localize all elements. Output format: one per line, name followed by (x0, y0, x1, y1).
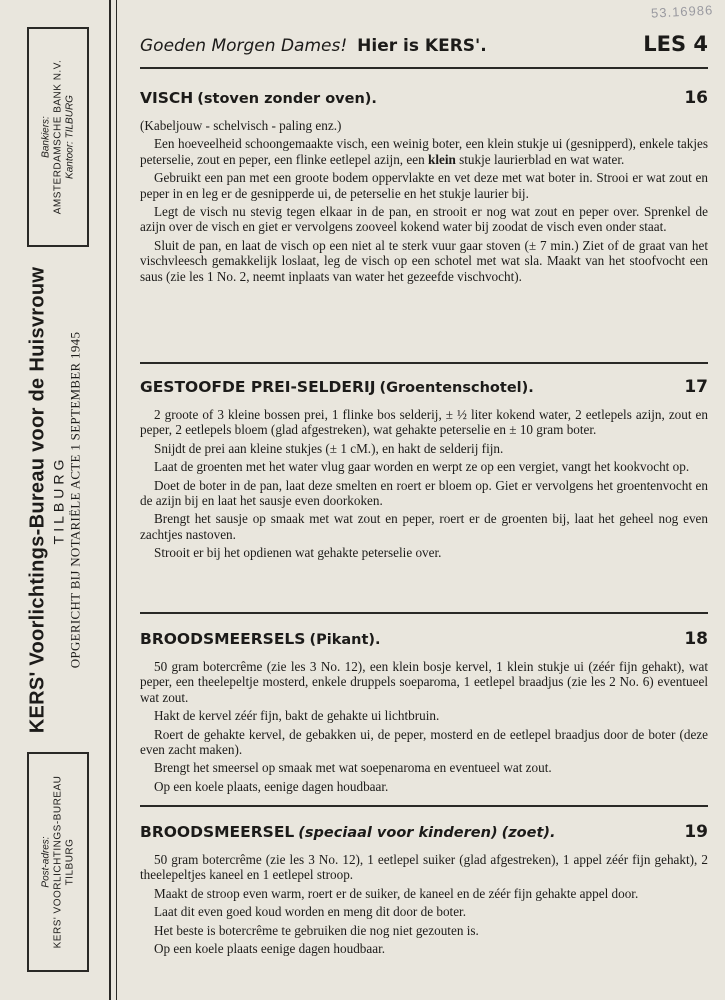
recipe-header (140, 377, 708, 397)
recipe-16 (140, 88, 708, 287)
recipe-step: Roert de gehakte kervel, de gebakken ui, de peper, mosterd en de eetlepel braadjus door de boter (deze even zacht maken). (140, 726, 708, 758)
archive-stamp: 53.16986 (650, 2, 714, 21)
main-content (140, 32, 708, 957)
recipe-number: 19 (684, 822, 708, 842)
post-box (27, 752, 89, 972)
recipe-title: GESTOOFDE PREI-SELDERIJ (140, 378, 376, 396)
recipe-step: Doet de boter in de pan, laat deze smelten en roert er bloem op. Giet er vervolgens het groentenvocht en de azijn bij en laat het sausje even doorkoken. (140, 477, 708, 509)
lesson-number: LES 4 (643, 32, 708, 56)
recipe-ingredients: 2 groote of 3 kleine bossen prei, 1 flinke bos selderij, ± ½ liter kokend water, 2 eetlepels azijn, zout en peper, 2 eetlepels bloem (glad afgestreken), wat gehakte peterselie en ± 10 gram boter. (140, 407, 708, 438)
post-city: TILBURG (64, 838, 75, 886)
recipe-step: Gebruikt een pan met een groote bodem oppervlakte en vet deze met wat boter in. Strooi er wat zout en peper in en leg er de gesnipperde ui, de peterselie en het stukje laurier bij. (140, 170, 708, 201)
section-divider (140, 612, 708, 614)
recipe-intro: (Kabeljouw - schelvisch - paling enz.) (140, 118, 342, 133)
bank-box (27, 27, 89, 247)
recipe-number: 18 (684, 629, 708, 649)
section-divider (140, 362, 708, 364)
side-rule-thin (116, 0, 117, 1000)
post-label: Post-adres: (40, 836, 51, 888)
recipe-step: Op een koele plaats, eenige dagen houdbaar. (154, 778, 389, 794)
recipe-ingredients: 50 gram botercrême (zie les 3 No. 12), een klein bosje kervel, 1 klein stukje ui (zéér fijn gehakt), wat peper, een theelepeltje mosterd, enkele druppels soeparoma, 1 eetlepel braadjus (zie les 2 No. 6) eventueel wat zout. (140, 659, 708, 705)
post-name: KERS' VOORLICHTINGS-BUREAU (52, 775, 63, 949)
recipe-header (140, 88, 708, 108)
recipe-subtitle: (Groentenschotel). (379, 380, 534, 396)
recipe-subtitle: (stoven zonder oven). (197, 91, 377, 107)
recipe-number: 16 (684, 88, 708, 108)
recipe-step: Laat dit even goed koud worden en meng dit door de boter. (154, 904, 467, 920)
recipe-ingredients (140, 136, 708, 167)
side-strip (0, 0, 118, 1000)
greeting-bold: Hier is KERS'. (357, 36, 487, 56)
recipe-step: Hakt de kervel zéér fijn, bakt de gehakte ui lichtbruin. (154, 708, 440, 724)
recipe-title: BROODSMEERSELS (140, 630, 306, 648)
founded-note: OPGERICHT BIJ NOTARIËLE ACTE 1 SEPTEMBER 1945 (67, 331, 83, 669)
recipe-step: Brengt het sausje op smaak met wat zout en peper, roert er de groenten bij, laat het geheel nog even zachtjes nastoven. (140, 511, 708, 542)
recipe-ingredients: 50 gram botercrême (zie les 3 No. 12), 1 eetlepel suiker (glad afgestreken), 1 appel zéér fijn gehakt), 2 theelepeltjes kaneel en 1 eetlepel stroop. (140, 852, 708, 883)
ingredients-keyword: klein (427, 151, 456, 167)
recipe-18 (140, 629, 708, 797)
bank-name: AMSTERDAMSCHE BANK N.V. (52, 59, 63, 215)
recipe-step: Sluit de pan, en laat de visch op een niet al te sterk vuur gaar stoven (± 7 min.) Ziet of de graat van het vischvleesch gemakkelijk loslaat, leg de visch op een schotel met wat sla. Maakt van het stoofvocht een saus (zie les 1 No. 2, neemt inplaats van water het gezeefde vischvocht). (140, 237, 708, 284)
greeting-line (140, 36, 487, 56)
recipe-step: Legt de visch nu stevig tegen elkaar in de pan, en strooit er nog wat zout en peper over. Sprenkel de azijn over de visch en giet er vervolgens zooveel kokend water bij zoodat de visch even onder staat. (140, 204, 708, 235)
vertical-title (0, 260, 109, 740)
recipe-19 (140, 822, 708, 959)
greeting: Goeden Morgen Dames! (140, 36, 348, 56)
recipe-subtitle-2: (zoet). (501, 825, 556, 841)
recipe-step: Het beste is botercrême te gebruiken die nog niet gezouten is. (154, 922, 479, 938)
section-divider (140, 805, 708, 807)
recipe-step: Snijdt de prei aan kleine stukjes (± 1 cM.), en hakt de selderij fijn. (154, 440, 504, 456)
ingredients-text: Een hoeveelheid schoongemaakte visch, een weinig boter, een klein stukje ui (gesnipperd), enkele takjes peterselie, zout en peper, een flinke eetlepel azijn, een (140, 136, 708, 167)
bureau-title: KERS' Voorlichtings-Bureau voor de Huisvrouw (26, 266, 49, 734)
ingredients-text-end: stukje laurierblad en wat water. (459, 151, 625, 167)
recipe-subtitle: (Pikant). (309, 632, 381, 648)
recipe-title: VISCH (140, 89, 194, 107)
recipe-step: Maakt de stroop even warm, roert er de suiker, de kaneel en de zéér fijn gehakte appel door. (154, 885, 639, 901)
recipe-number: 17 (684, 377, 708, 397)
bank-office: Kantoor: TILBURG (64, 95, 75, 179)
recipe-step: Brengt het smeersel op smaak met wat soepenaroma en eventueel wat zout. (154, 760, 552, 776)
recipe-step: Strooit er bij het opdienen wat gehakte peterselie over. (154, 545, 442, 561)
bureau-city: TILBURG (50, 455, 67, 545)
recipe-17 (140, 377, 708, 564)
side-rule (109, 0, 111, 1000)
recipe-header (140, 822, 708, 842)
recipe-title: BROODSMEERSEL (140, 823, 295, 841)
recipe-step: Laat de groenten met het water vlug gaar worden en werpt ze op een vergiet, vangt het kookvocht op. (154, 459, 690, 475)
page-header (140, 32, 708, 69)
bank-label: Bankiers: (40, 116, 51, 158)
recipe-step: Op een koele plaats eenige dagen houdbaar. (154, 941, 386, 957)
recipe-subtitle: (speciaal voor kinderen) (298, 825, 498, 841)
recipe-header (140, 629, 708, 649)
